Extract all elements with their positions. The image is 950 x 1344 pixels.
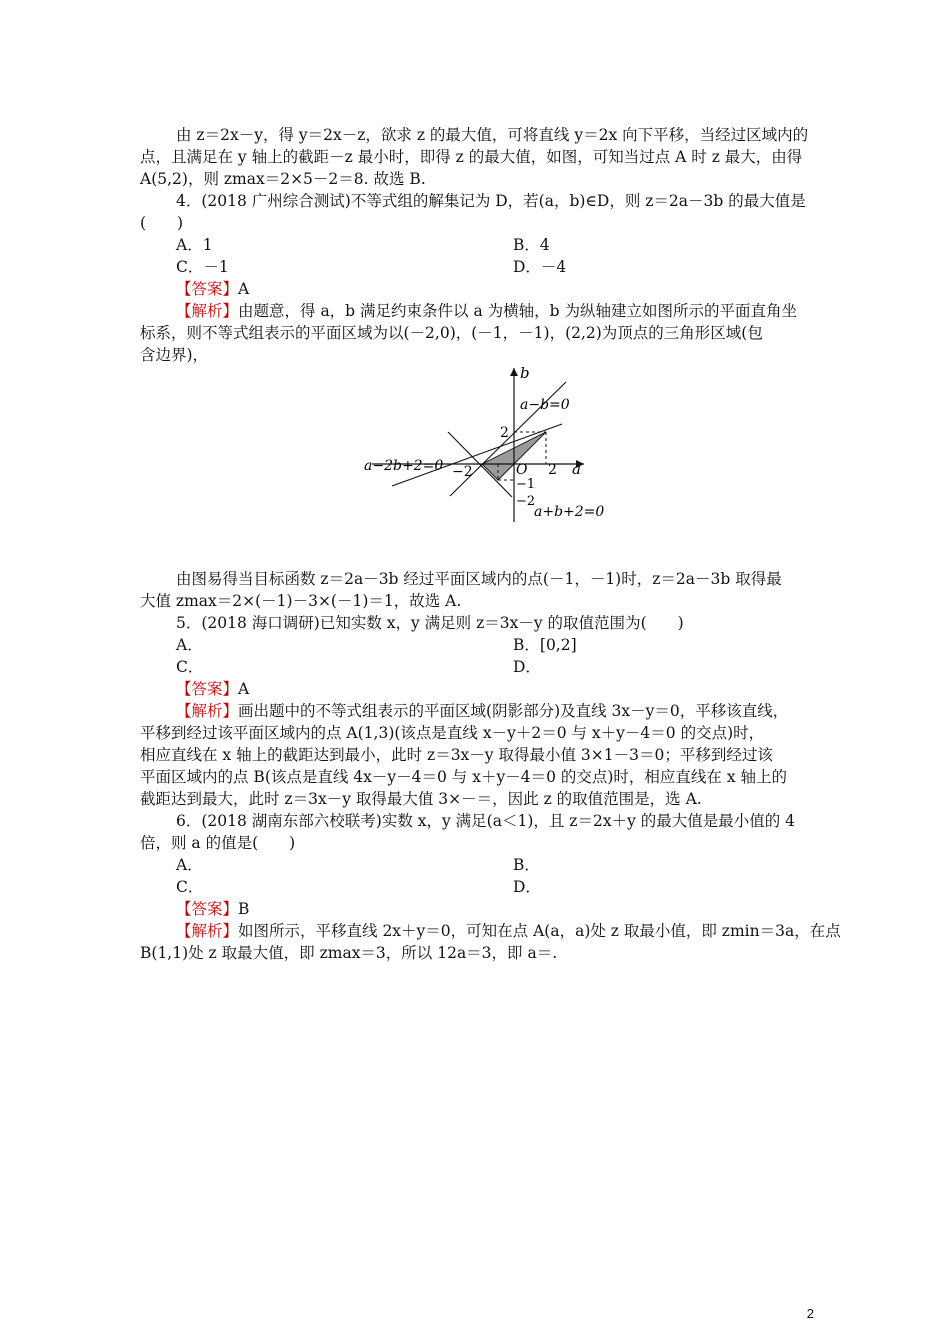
q6-analysis-line-1 — [176, 920, 856, 942]
q4-analysis-line-2: 标系，则不等式组表示的平面区域为以(－2,0)，(－1，－1)，(2,2)为顶点的三角形区域(包 — [140, 324, 763, 342]
q4-option-a: A．1 — [176, 236, 213, 254]
q5-option-a: A． — [176, 636, 203, 654]
q4-conclusion-line-2: 大值 zmax＝2×(－1)－3×(－1)＝1，故选 A. — [140, 592, 462, 610]
line1-label: a−b=0 — [520, 397, 570, 413]
q4-answer-value: A — [238, 280, 250, 298]
line-a-minus-2b-plus-2 — [392, 424, 562, 486]
q5-analysis-text-1: 画出题中的不等式组表示的平面区域(阴影部分)及直线 3x－y＝0，平移该直线， — [238, 702, 789, 720]
tick-label-neg2-b: −2 — [516, 494, 536, 509]
q5-analysis-line-1 — [176, 700, 856, 722]
q6-analysis-label: 【解析】 — [176, 922, 239, 940]
q6-answer — [176, 898, 856, 920]
q5-answer — [176, 678, 856, 700]
q4-answer-label: 【答案】 — [176, 280, 239, 298]
q6-option-d: D． — [513, 878, 541, 896]
origin-label: O — [516, 462, 528, 478]
axis-b-label: b — [520, 364, 530, 382]
q4-analysis-line-3: 含边界)， — [140, 346, 209, 364]
q5-answer-value: A — [238, 680, 250, 698]
q4-stem-line-2: ( ) — [140, 214, 184, 232]
q5-analysis-line-3: 相应直线在 x 轴上的截距达到最小，此时 z＝3x－y 取得最小值 3×1－3＝0；平移到经过该 — [140, 746, 773, 764]
page-number: 2 — [806, 1306, 814, 1321]
line2-label: a−2b+2=0 — [364, 458, 444, 474]
q5-option-d: D． — [513, 658, 541, 676]
q4-option-d: D．－4 — [513, 258, 567, 276]
tick-label-2-b: 2 — [500, 425, 509, 441]
q6-stem-line-1: 6．(2018 湖南东部六校联考)实数 x，y 满足(a＜1)，且 z＝2x＋y 的最大值是最小值的 4 — [176, 812, 796, 830]
q4-stem-line-1: 4．(2018 广州综合测试)不等式组的解集记为 D，若(a，b)∈D，则 z＝2a－3b 的最大值是 — [176, 192, 806, 210]
q6-option-a: A． — [176, 856, 203, 874]
q6-stem-line-2: 倍，则 a 的值是( ) — [140, 834, 296, 852]
q6-answer-value: B — [238, 900, 250, 918]
q5-analysis-line-5: 截距达到最大，此时 z＝3x－y 取得最大值 3×－＝，因此 z 的取值范围是，选 A. — [140, 790, 702, 808]
q5-option-c: C． — [176, 658, 204, 676]
q4-option-b: B．4 — [513, 236, 550, 254]
q4-analysis-text-1: 由题意，得 a，b 满足约束条件以 a 为横轴，b 为纵轴建立如图所示的平面直角坐 — [238, 302, 797, 320]
tick-label-neg2-a: −2 — [452, 464, 473, 480]
q6-option-b: B． — [513, 856, 540, 874]
q5-analysis-line-4: 平面区域内的点 B(该点是直线 4x－y－4＝0 与 x＋y－4＝0 的交点)时，相应直线在 x 轴上的 — [140, 768, 788, 786]
q4-region-graph — [362, 362, 622, 527]
q4-conclusion-line-1: 由图易得当目标函数 z＝2a－3b 经过平面区域内的点(－1，－1)时，z＝2a－3b 取得最 — [176, 570, 782, 588]
q5-stem: 5．(2018 海口调研)已知实数 x，y 满足则 z＝3x－y 的取值范围为( ) — [176, 614, 684, 632]
prev-solution-line-2: 点，且满足在 y 轴上的截距－z 最小时，即得 z 的最大值，如图，可知当过点 A 时 z 最大，由得 — [140, 148, 803, 166]
line3-label: a+b+2=0 — [534, 504, 605, 520]
tick-label-2-a: 2 — [548, 462, 557, 478]
q4-answer — [176, 278, 856, 300]
q6-answer-label: 【答案】 — [176, 900, 239, 918]
prev-solution-line-3: A(5,2)，则 zmax＝2×5－2＝8. 故选 B. — [140, 170, 426, 188]
prev-solution-line-1: 由 z＝2x－y，得 y＝2x－z，欲求 z 的最大值，可将直线 y＝2x 向下平移，当经过区域内的 — [176, 126, 809, 144]
q5-analysis-label: 【解析】 — [176, 702, 239, 720]
q5-option-b: B．[0,2] — [513, 636, 577, 654]
q6-option-c: C． — [176, 878, 204, 896]
q4-analysis-label: 【解析】 — [176, 302, 239, 320]
tick-label-neg1-a: −1 — [516, 477, 536, 492]
q6-analysis-text-1: 如图所示，平移直线 2x＋y＝0，可知在点 A(a，a)处 z 取最小值，即 zmin＝3a，在点 — [238, 922, 841, 940]
axis-a-label: a — [572, 460, 581, 478]
q4-option-c: C．－1 — [176, 258, 229, 276]
q5-analysis-line-2: 平移到经过该平面区域内的点 A(1,3)(该点是直线 x－y＋2＝0 与 x＋y－4＝0 的交点)时， — [140, 724, 765, 742]
q5-answer-label: 【答案】 — [176, 680, 239, 698]
q6-analysis-line-2: B(1,1)处 z 取最大值，即 zmax＝3，所以 12a＝3，即 a＝. — [140, 944, 558, 962]
q4-analysis-line-1 — [176, 300, 856, 322]
b-axis-arrow — [510, 368, 518, 376]
